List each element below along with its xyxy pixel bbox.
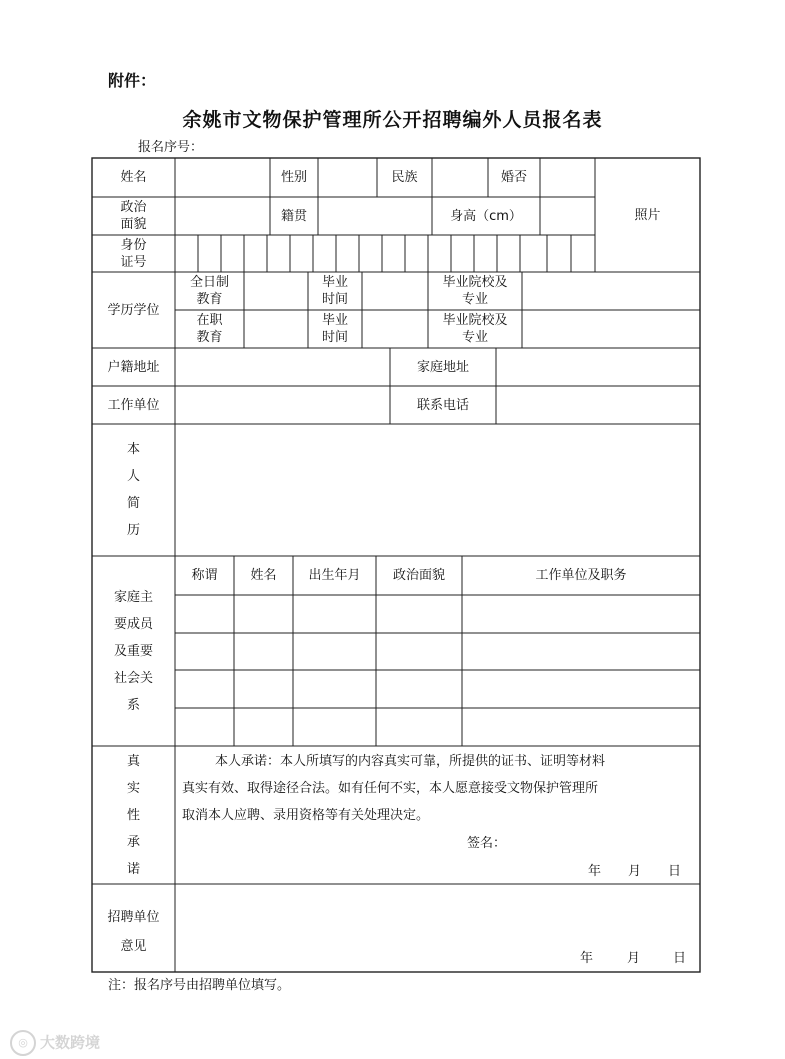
fulltime-grad-time-label: 毕业 时间 — [321, 275, 348, 307]
opinion-date-year: 年 — [580, 951, 594, 966]
fulltime-education-label: 全日制 教育 — [189, 275, 229, 307]
education-label: 学历学位 — [107, 302, 160, 318]
pledge-date-day: 日 — [668, 864, 682, 879]
opinion-date-day: 日 — [673, 951, 687, 966]
table-row[interactable] — [175, 633, 700, 670]
attachment-label: 附件： — [108, 71, 157, 90]
pledge-line-2: 真实有效、取得途径合法。如有任何不实，本人愿意接受文物保护管理所 — [182, 781, 599, 796]
form-title: 余姚市文物保护管理所公开招聘编外人员报名表 — [182, 109, 603, 131]
phone-field[interactable] — [496, 386, 700, 424]
table-row[interactable] — [175, 595, 700, 633]
parttime-education-label: 在职 教育 — [196, 313, 223, 345]
fulltime-degree-field[interactable] — [244, 272, 308, 310]
footnote: 注：报名序号由招聘单位填写。 — [108, 978, 291, 993]
watermark-logo-icon: ◎ — [10, 1030, 36, 1056]
family-label: 家庭主 要成员 及重要 社会关 系 — [113, 590, 153, 713]
home-address-field[interactable] — [496, 348, 700, 386]
parttime-grad-time-label: 毕业 时间 — [321, 313, 348, 345]
family-header-relation: 称谓 — [191, 568, 218, 583]
opinion-date-month: 月 — [627, 951, 641, 966]
parttime-school-field[interactable] — [522, 310, 700, 348]
family-header-political: 政治面貌 — [392, 568, 445, 583]
parttime-school-label: 毕业院校及 专业 — [442, 313, 508, 345]
height-field[interactable] — [540, 197, 595, 235]
phone-label: 联系电话 — [416, 397, 469, 413]
gender-label: 性别 — [280, 170, 307, 185]
political-status-label: 政治 面貌 — [120, 200, 147, 232]
photo-label: 照片 — [634, 207, 661, 223]
native-place-label: 籍贯 — [280, 208, 307, 224]
name-label: 姓名 — [120, 170, 147, 185]
ethnicity-label: 民族 — [391, 170, 418, 185]
employer-opinion-label: 招聘单位 意见 — [107, 910, 160, 954]
employer-label: 工作单位 — [107, 397, 160, 413]
employer-field[interactable] — [175, 386, 390, 424]
pledge-line-1: 本人承诺：本人所填写的内容真实可靠，所提供的证书、证明等材料 — [215, 754, 606, 769]
marital-label: 婚否 — [500, 170, 527, 185]
employer-opinion-field[interactable] — [175, 884, 700, 944]
fulltime-school-field[interactable] — [522, 272, 700, 310]
serial-number-label: 报名序号： — [138, 140, 204, 155]
family-header-employer: 工作单位及职务 — [535, 568, 627, 583]
parttime-grad-time-field[interactable] — [362, 310, 428, 348]
pledge-label: 真 实 性 承 诺 — [126, 754, 140, 877]
resume-label: 本 人 简 历 — [126, 442, 140, 538]
resume-field[interactable] — [175, 424, 700, 556]
household-address-label: 户籍地址 — [107, 359, 160, 375]
id-number-cells[interactable] — [175, 235, 595, 272]
pledge-date-year: 年 — [588, 864, 602, 879]
id-number-label: 身份 证号 — [120, 237, 147, 270]
family-header-name: 姓名 — [250, 568, 277, 583]
pledge-date-month: 月 — [628, 864, 642, 879]
native-place-field[interactable] — [318, 197, 432, 235]
fulltime-school-label: 毕业院校及 专业 — [442, 275, 508, 307]
photo-box[interactable] — [595, 158, 700, 272]
family-header-birth: 出生年月 — [308, 568, 361, 583]
home-address-label: 家庭地址 — [416, 359, 469, 375]
ethnicity-field[interactable] — [432, 158, 488, 197]
political-status-field[interactable] — [175, 197, 270, 235]
household-address-field[interactable] — [175, 348, 390, 386]
name-field[interactable] — [175, 158, 270, 197]
signature-label: 签名： — [467, 836, 507, 851]
fulltime-grad-time-field[interactable] — [362, 272, 428, 310]
watermark: ◎ 大数跨境 — [10, 1030, 100, 1056]
parttime-degree-field[interactable] — [244, 310, 308, 348]
table-row[interactable] — [175, 708, 700, 746]
height-label: 身高（cm） — [450, 208, 522, 224]
gender-field[interactable] — [318, 158, 377, 197]
marital-field[interactable] — [540, 158, 595, 197]
table-row[interactable] — [175, 670, 700, 708]
pledge-line-3: 取消本人应聘、录用资格等有关处理决定。 — [182, 808, 430, 823]
